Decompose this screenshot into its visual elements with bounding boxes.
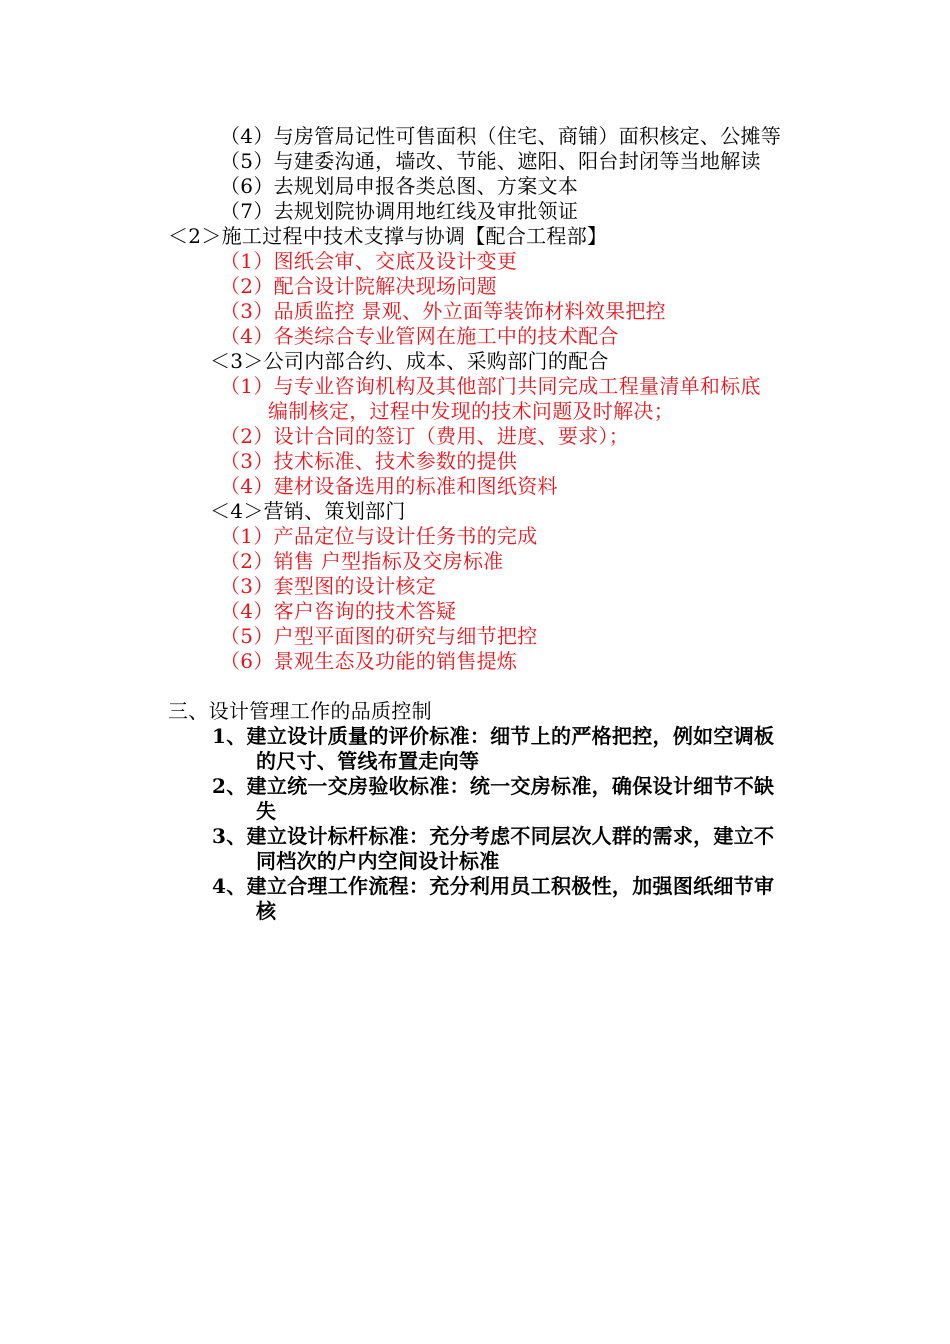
list-item-continuation: 核 [256,899,277,923]
list-item: （5）与建委沟通，墙改、节能、遮阳、阳台封闭等当地解读 [220,149,761,173]
list-item: （3）套型图的设计核定 [220,574,437,598]
list-item: （3）技术标准、技术参数的提供 [220,449,518,473]
list-item: （6）景观生态及功能的销售提炼 [220,649,518,673]
list-item: （2）设计合同的签订（费用、进度、要求）； [220,424,630,448]
list-item: 2、建立统一交房验收标准：统一交房标准，确保设计细节不缺 [212,774,775,798]
list-item: （1）图纸会审、交底及设计变更 [220,249,518,273]
list-item: 4、建立合理工作流程：充分利用员工积极性，加强图纸细节审 [212,874,775,898]
section-heading: 三、设计管理工作的品质控制 [168,699,432,723]
list-item: （4）各类综合专业管网在施工中的技术配合 [220,324,619,348]
list-item-continuation: 编制核定，过程中发现的技术问题及时解决； [268,399,674,423]
list-item: （3）品质监控 景观、外立面等装饰材料效果把控 [220,299,666,323]
list-item: （1）产品定位与设计任务书的完成 [220,524,538,548]
list-item: （4）建材设备选用的标准和图纸资料 [220,474,558,498]
list-item: （7）去规划院协调用地红线及审批领证 [220,199,579,223]
list-item: （4）与房管局记性可售面积（住宅、商铺）面积核定、公摊等 [220,124,782,148]
subsection-heading: ＜4＞营销、策划部门 [210,499,406,523]
list-item: （2）销售 户型指标及交房标准 [220,549,504,573]
list-item-continuation: 同档次的户内空间设计标准 [256,849,500,873]
list-item: 1、建立设计质量的评价标准：细节上的严格把控，例如空调板 [212,724,775,748]
subsection-heading: ＜3＞公司内部合约、成本、采购部门的配合 [210,349,609,373]
list-item-continuation: 的尺寸、管线布置走向等 [256,749,480,773]
list-item: （4）客户咨询的技术答疑 [220,599,457,623]
list-item-continuation: 失 [256,799,277,823]
list-item: （5）户型平面图的研究与细节把控 [220,624,538,648]
list-item: （6）去规划局申报各类总图、方案文本 [220,174,579,198]
list-item: （1）与专业咨询机构及其他部门共同完成工程量清单和标底 [220,374,761,398]
subsection-heading: ＜2＞施工过程中技术支撑与协调【配合工程部】 [168,224,608,248]
list-item: 3、建立设计标杆标准：充分考虑不同层次人群的需求，建立不 [212,824,775,848]
list-item: （2）配合设计院解决现场问题 [220,274,497,298]
